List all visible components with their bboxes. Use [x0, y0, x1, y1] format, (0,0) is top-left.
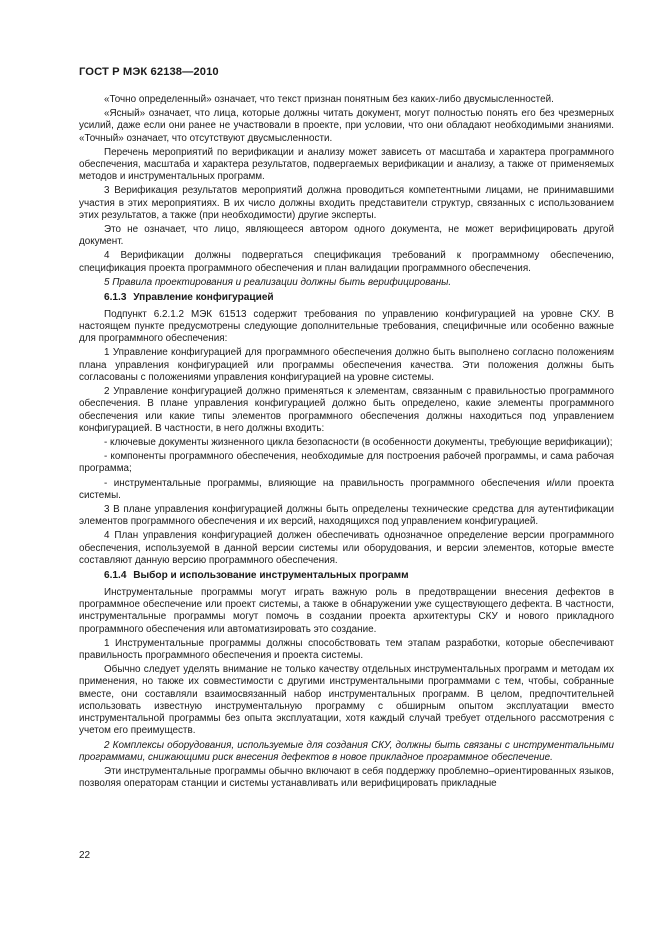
section-title: Управление конфигурацией	[133, 292, 274, 304]
paragraph: 3 В плане управления конфигурацией должны быть определены технические средства для аутентификации элементов программного обеспечения и их версий, находящихся под управлением конфигурацией.	[79, 503, 614, 528]
paragraph: Инструментальные программы могут играть важную роль в предотвращении внесения дефектов в программное обеспечение или проект системы, а также в обнаружении уже существующего дефекта. В частности, инструментальные программы могут помочь в создании проекта архитектуры СКУ и нового прикладного программного обеспечения или автоматизировать это создание.	[79, 586, 614, 635]
section-title: Выбор и использование инструментальных программ	[133, 570, 409, 582]
italic-note: 2 Комплексы оборудования, используемые для создания СКУ, должны быть связаны с инструментальными программами, снижающими риск внесения дефектов в новое прикладное программное обеспечение.	[79, 739, 614, 763]
section-heading-6-1-4	[79, 570, 614, 582]
page-number: 22	[79, 850, 91, 861]
list-item: - компоненты программного обеспечения, необходимые для построения рабочей программы, и сама рабочая программа;	[79, 451, 614, 475]
list-item: - ключевые документы жизненного цикла безопасности (в особенности документы, требующие верификации);	[104, 437, 613, 449]
paragraph: 1 Управление конфигурацией для программного обеспечения должно быть выполнено согласно положениям плана управления конфигурацией или программы обеспечения качества. Эти положения должны быть согласованы с положениями управления конфигурацией на уровне системы.	[79, 347, 614, 383]
paragraph: Подпункт 6.2.1.2 МЭК 61513 содержит требования по управлению конфигурацией на уровне СКУ. В настоящем пункте предусмотрены следующие дополнительные требования, специфичные или особенно важные для программного обеспечения:	[79, 308, 614, 345]
list-item: - инструментальные программы, влияющие на правильность программного обеспечения и/или проекта системы.	[79, 477, 614, 501]
paragraph: 1 Инструментальные программы должны способствовать тем этапам разработки, которые обеспечивают правильность программного обеспечения и проекта системы.	[79, 637, 614, 661]
paragraph: 4 План управления конфигурацией должен обеспечивать однозначное определение версии программного обеспечения, используемой в данной версии системы или оборудования, и версии элементов, которые вместе составляют данную версию программного обеспечения.	[79, 530, 614, 566]
section-number: 6.1.3	[104, 292, 127, 304]
paragraph: Обычно следует уделять внимание не только качеству отдельных инструментальных программ и методам их применения, но также их совместимости с другими инструментальными программами с тем, чтобы, собранные вместе, они составляли взаимосвязанный набор инструментальных программ. В целом, предпочтительней использовать известную инструментальную программу с обширным опытом эксплуатации вместо инструментальной программы без опыта эксплуатации, хотя каждый случай требует отдельного рассмотрения с учетом его преимуществ.	[79, 664, 614, 737]
paragraph: Перечень мероприятий по верификации и анализу может зависеть от масштаба и характера программного обеспечения, масштаба и характера результатов, подвергаемых верификации и анализу, а также от применяемых методов и инструментальных программ.	[79, 146, 614, 183]
document-header: ГОСТ Р МЭК 62138—2010	[79, 66, 219, 78]
section-heading-6-1-3	[79, 292, 614, 304]
italic-note: 5 Правила проектирования и реализации должны быть верифицированы.	[104, 276, 452, 288]
paragraph: 3 Верификация результатов мероприятий должна проводиться компетентными лицами, не принимавшими участия в этих мероприятиях. В их число должны входить представители структур, связанных с использованием этих результатов, а также (при необходимости) другие эксперты.	[79, 185, 614, 221]
paragraph: 4 Верификации должны подвергаться спецификация требований к программному обеспечению, спецификация проекта программного обеспечения и план валидации программного обеспечения.	[79, 250, 614, 274]
paragraph: «Ясный» означает, что лица, которые должны читать документ, могут полностью понять его без чрезмерных усилий, даже если они ранее не участвовали в проекте, при условии, что они обладают необходимыми знаниями. «Точный» означает, что отсутствуют двусмысленности.	[79, 108, 614, 144]
paragraph: «Точно определенный» означает, что текст признан понятным без каких-либо двусмысленностей.	[104, 94, 554, 105]
paragraph: Это не означает, что лицо, являющееся автором одного документа, не может верифицировать другой документ.	[79, 224, 614, 248]
paragraph: 2 Управление конфигурацией должно применяться к элементам, связанным с правильностью программного обеспечения. В плане управления конфигурацией должно быть определено, какие элементы программного обеспечения или какие типы элементов программного обеспечения должны находиться под управлением конфигурацией. В частности, в него должны входить:	[79, 386, 614, 434]
paragraph: Эти инструментальные программы обычно включают в себя поддержку проблемно–ориентированных языков, позволяя операторам станции и системы устанавливать или верифицировать прикладные	[79, 765, 614, 790]
section-number: 6.1.4	[104, 570, 127, 582]
page-body	[79, 94, 614, 792]
